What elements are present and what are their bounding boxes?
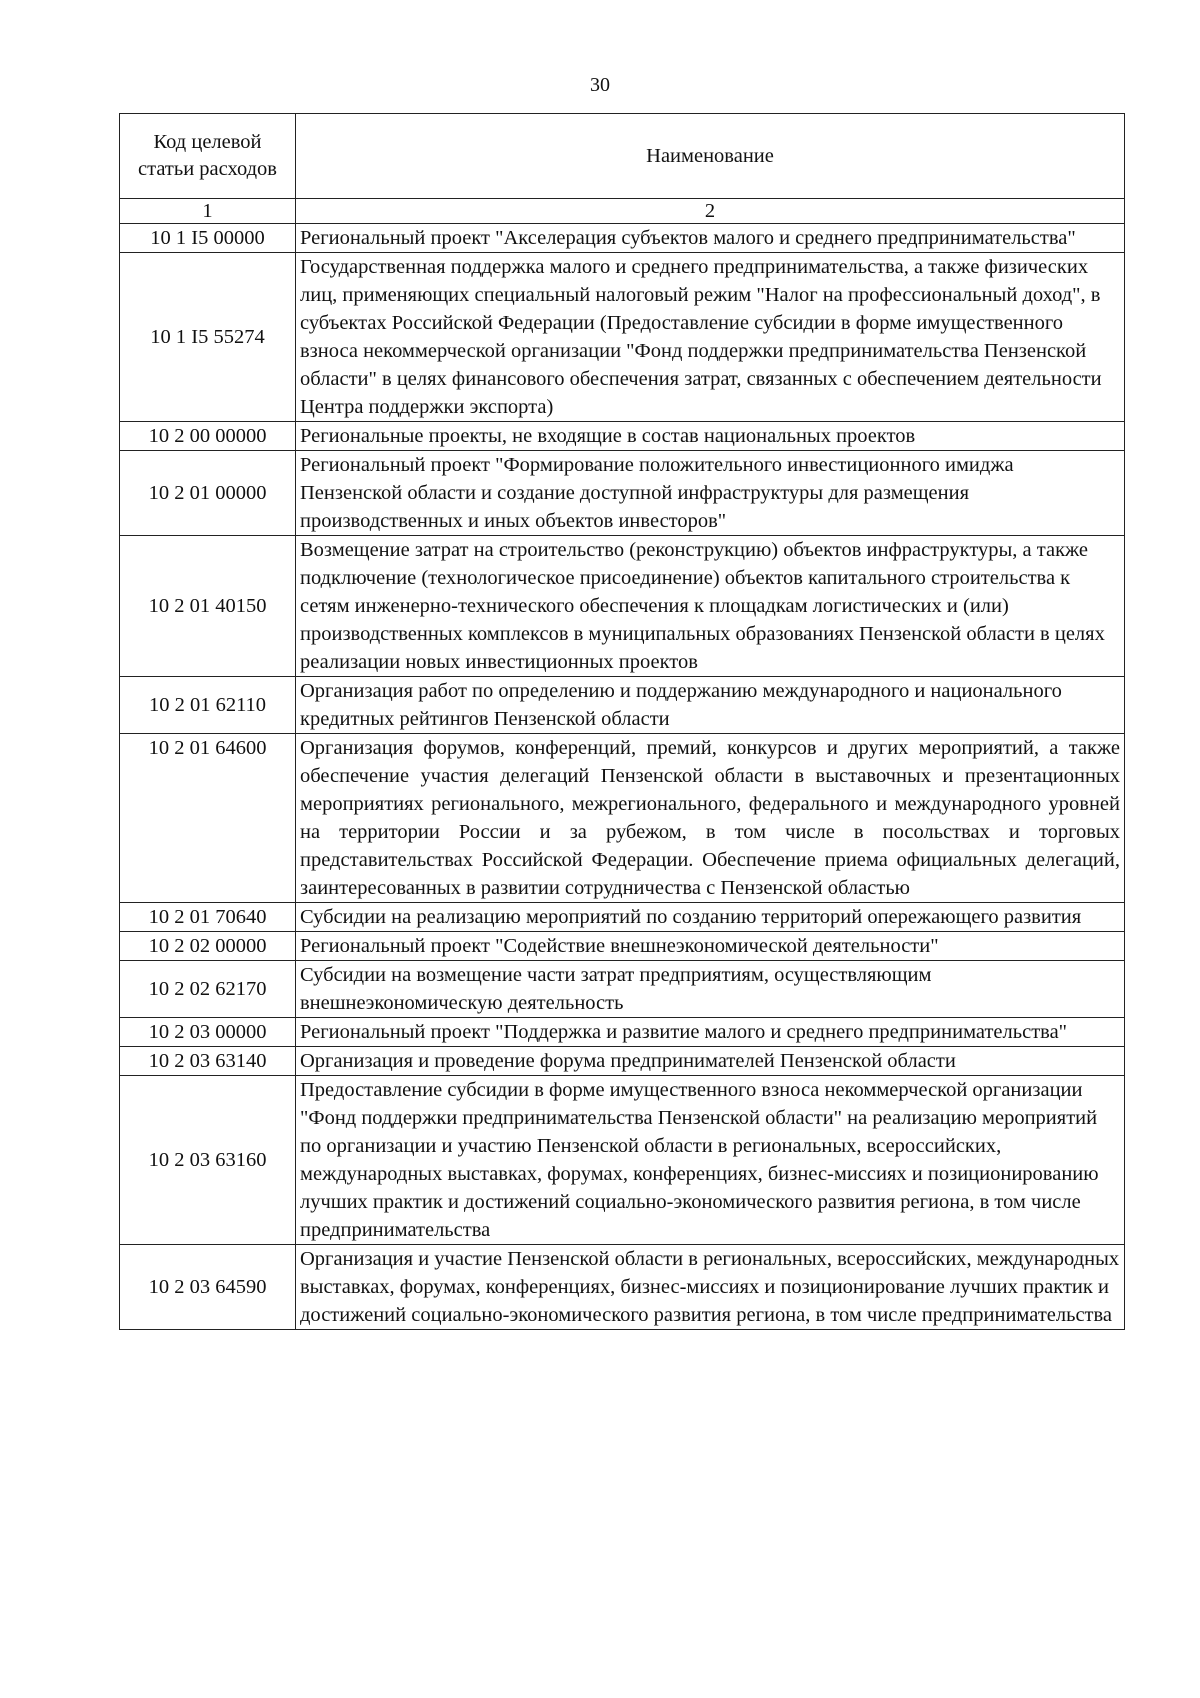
table-row: [120, 677, 1125, 734]
row-name: Предоставление субсидии в форме имущественного взноса некоммерческой организации "Фонд поддержки предпринимательства Пензенской области" на реализацию мероприятий по организации и участию Пензенской области в региональных, всероссийских, международных выставках, форумах, конференциях, бизнес-миссиях и позиционированию лучших практик и достижений социально-экономического развития региона, в том числе предпринимательства: [296, 1076, 1125, 1245]
row-name: Региональный проект "Поддержка и развитие малого и среднего предпринимательства": [296, 1018, 1125, 1047]
row-name: Организация и проведение форума предпринимателей Пензенской области: [296, 1047, 1125, 1076]
row-code: 10 2 03 64590: [120, 1245, 296, 1330]
row-code: 10 2 03 00000: [120, 1018, 296, 1047]
row-name: Региональный проект "Содействие внешнеэкономической деятельности": [296, 932, 1125, 961]
row-code: 10 2 03 63160: [120, 1076, 296, 1245]
row-name: Государственная поддержка малого и среднего предпринимательства, а также физических лиц, применяющих специальный налоговый режим "Налог на профессиональный доход", в субъектах Российской Федерации (Предоставление субсидии в форме имущественного взноса некоммерческой организации "Фонд поддержки предпринимательства Пензенской области" в целях финансового обеспечения затрат, связанных с обеспечением деятельности Центра поддержки экспорта): [296, 253, 1125, 422]
row-code: 10 2 01 40150: [120, 536, 296, 677]
row-name: Организация и участие Пензенской области в региональных, всероссийских, международных выставках, форумах, конференциях, бизнес-миссиях и позиционирование лучших практик и достижений социально-экономического развития региона, в том числе предпринимательства: [296, 1245, 1125, 1330]
row-code: 10 2 02 62170: [120, 961, 296, 1018]
row-name: Субсидии на реализацию мероприятий по созданию территорий опережающего развития: [296, 903, 1125, 932]
row-name: Региональные проекты, не входящие в состав национальных проектов: [296, 422, 1125, 451]
row-code: 10 2 03 63140: [120, 1047, 296, 1076]
column-number-1: 1: [120, 199, 296, 224]
header-name: Наименование: [296, 114, 1125, 199]
page-number: 30: [590, 74, 610, 96]
header-code: Код целевой статьи расходов: [120, 114, 296, 199]
table-row: [120, 224, 1125, 253]
table-header-row: [120, 114, 1125, 199]
column-number-row: [120, 199, 1125, 224]
row-code: 10 1 I5 55274: [120, 253, 296, 422]
row-name: Региональный проект "Формирование положительного инвестиционного имиджа Пензенской области и создание доступной инфраструктуры для размещения производственных и иных объектов инвесторов": [296, 451, 1125, 536]
row-code: 10 1 I5 00000: [120, 224, 296, 253]
table-row: [120, 1245, 1125, 1330]
row-name: Субсидии на возмещение части затрат предприятиям, осуществляющим внешнеэкономическую деятельность: [296, 961, 1125, 1018]
row-code: 10 2 01 70640: [120, 903, 296, 932]
row-name: Организация работ по определению и поддержанию международного и национального кредитных рейтингов Пензенской области: [296, 677, 1125, 734]
row-code: 10 2 01 00000: [120, 451, 296, 536]
row-name: Организация форумов, конференций, премий, конкурсов и других мероприятий, а также обеспечение участия делегаций Пензенской области в выставочных и презентационных мероприятиях регионального, межрегионального, федерального и международного уровней на территории России и за рубежом, в том числе в посольствах и торговых представительствах Российской Федерации. Обеспечение приема официальных делегаций, заинтересованных в развитии сотрудничества с Пензенской областью: [296, 734, 1125, 903]
table-row: [120, 1076, 1125, 1245]
table-row: [120, 451, 1125, 536]
table-row: [120, 253, 1125, 422]
table-row: [120, 1047, 1125, 1076]
budget-codes-table: [119, 113, 1125, 1330]
table-row: [120, 734, 1125, 903]
table-row: [120, 422, 1125, 451]
table-row: [120, 903, 1125, 932]
table-row: [120, 536, 1125, 677]
column-number-2: 2: [296, 199, 1125, 224]
table-row: [120, 932, 1125, 961]
row-name: Региональный проект "Акселерация субъектов малого и среднего предпринимательства": [296, 224, 1125, 253]
row-code: 10 2 00 00000: [120, 422, 296, 451]
row-code: 10 2 01 62110: [120, 677, 296, 734]
table-row: [120, 961, 1125, 1018]
row-code: 10 2 01 64600: [120, 734, 296, 903]
row-name: Возмещение затрат на строительство (реконструкцию) объектов инфраструктуры, а также подключение (технологическое присоединение) объектов капитального строительства к сетям инженерно-технического обеспечения к площадкам логистических и (или) производственных комплексов в муниципальных образованиях Пензенской области в целях реализации новых инвестиционных проектов: [296, 536, 1125, 677]
row-code: 10 2 02 00000: [120, 932, 296, 961]
table-row: [120, 1018, 1125, 1047]
